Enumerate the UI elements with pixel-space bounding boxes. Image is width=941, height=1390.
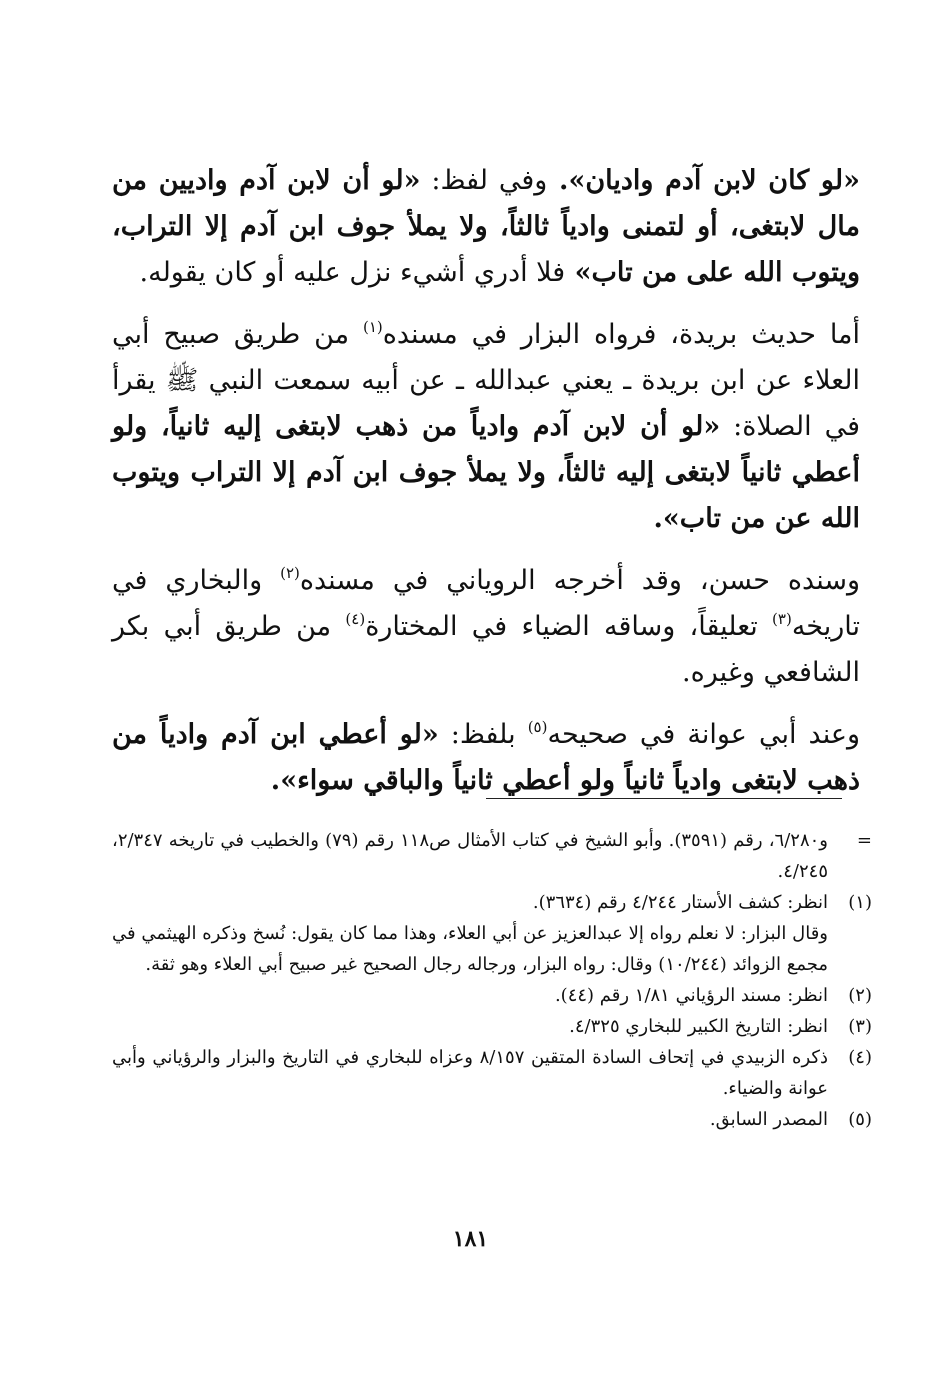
footnote-marker: (٤) (345, 610, 366, 628)
footnote (112, 1011, 872, 1042)
footnote-number: (٣) (848, 1016, 872, 1037)
footnote-text: انظر: مسند الرؤياني ١/٨١ رقم (٤٤). (554, 985, 828, 1006)
body-text: وسنده حسن، وقد أخرجه الروياني في مسنده (299, 565, 860, 596)
body-text: فلا أدري أشيء نزل عليه أو كان يقوله. (139, 257, 566, 288)
footnote (112, 1042, 872, 1104)
quoted-text: «لو أن لابن آدم واديين من مال لابتغى، أو لتمنى وادياً ثالثاً، ولا يملأ جوف ابن آدم إلا التراب، ويتوب الله على من تاب» (112, 165, 860, 288)
body-text: أما حديث بريدة، فرواه البزار في مسنده (382, 319, 861, 350)
paragraph (112, 312, 860, 542)
body-text: والبخاري في تاريخه (112, 565, 861, 642)
footnote (112, 980, 872, 1011)
paragraph (112, 558, 860, 696)
footnote-number: = (856, 830, 872, 851)
body-text: تعليقاً، وساقه الضياء في المختارة (365, 611, 773, 642)
paragraph (112, 158, 860, 296)
footnote-text: المصدر السابق. (709, 1109, 828, 1130)
footnote (112, 825, 872, 887)
footnote-marker: (١) (362, 318, 383, 336)
footnote-marker: (٥) (527, 718, 548, 736)
footnote-marker: (٢) (280, 564, 300, 582)
paragraph (112, 712, 860, 804)
body-text: بلفظ: (438, 719, 528, 750)
footnote-separator (486, 798, 842, 799)
footnote-text: وقال البزار: لا نعلم رواه إلا عبدالعزيز عن أبي العلاء، وهذا مما كان يقول: نُسخ وذكره الهيثمي في مجمع الزوائد (١٠/٢٤٤) وقال: رواه البزار، ورجاله رجال الصحيح غير صبيح أبي العلاء وهو ثقة. (112, 923, 828, 975)
footnote (112, 887, 872, 918)
body-text: من طريق صبيح أبي العلاء عن ابن بريدة ـ يعني عبدالله ـ عن أبيه سمعت النبي ﷺ يقرأ في الصلاة: (112, 319, 860, 442)
footnote-text: انظر: التاريخ الكبير للبخاري ٤/٣٢٥. (569, 1016, 828, 1037)
footnote-text: انظر: كشف الأستار ٤/٢٤٤ رقم (٣٦٣٤). (532, 892, 828, 913)
footnote-marker: (٣) (772, 610, 792, 628)
footnote (112, 918, 872, 980)
footnote-number: (١) (848, 892, 872, 913)
body-text: من طريق أبي بكر الشافعي وغيره. (112, 611, 860, 688)
footnotes (112, 825, 872, 1135)
footnote-text: و٦/٢٨٠، رقم (٣٥٩١). وأبو الشيخ في كتاب الأمثال ص١١٨ رقم (٧٩) والخطيب في تاريخه ٢/٣٤٧، ٤/٢٤٥. (112, 830, 828, 882)
quoted-text: «لو أن لابن آدم وادياً من ذهب لابتغى إليه ثانياً، ولو أعطي ثانياً لابتغى إليه ثالثاً، ولا يملأ جوف ابن آدم إلا التراب ويتوب الله عن من تاب». (112, 411, 860, 534)
footnote-number: (٢) (848, 985, 872, 1006)
page-number: ١٨١ (452, 1226, 489, 1252)
footnote-text: ذكره الزبيدي في إتحاف السادة المتقين ٨/١٥٧ وعزاه للبخاري في التاريخ والبزار والرؤياني وأبي عوانة والضياء. (112, 1047, 829, 1099)
quoted-text: «لو أعطي ابن آدم وادياً من ذهب لابتغى وادياً ثانياً ولو أعطي ثانياً والباقي سواء». (112, 719, 860, 796)
quoted-text: «لو كان لابن آدم واديان». (547, 165, 860, 196)
footnote-number: (٤) (848, 1047, 872, 1068)
body-text: وفي لفظ: (420, 165, 548, 196)
footnote (112, 1104, 872, 1135)
body-text: وعند أبي عوانة في صحيحه (547, 719, 860, 750)
footnote-number: (٥) (848, 1109, 872, 1130)
main-text (112, 158, 860, 820)
